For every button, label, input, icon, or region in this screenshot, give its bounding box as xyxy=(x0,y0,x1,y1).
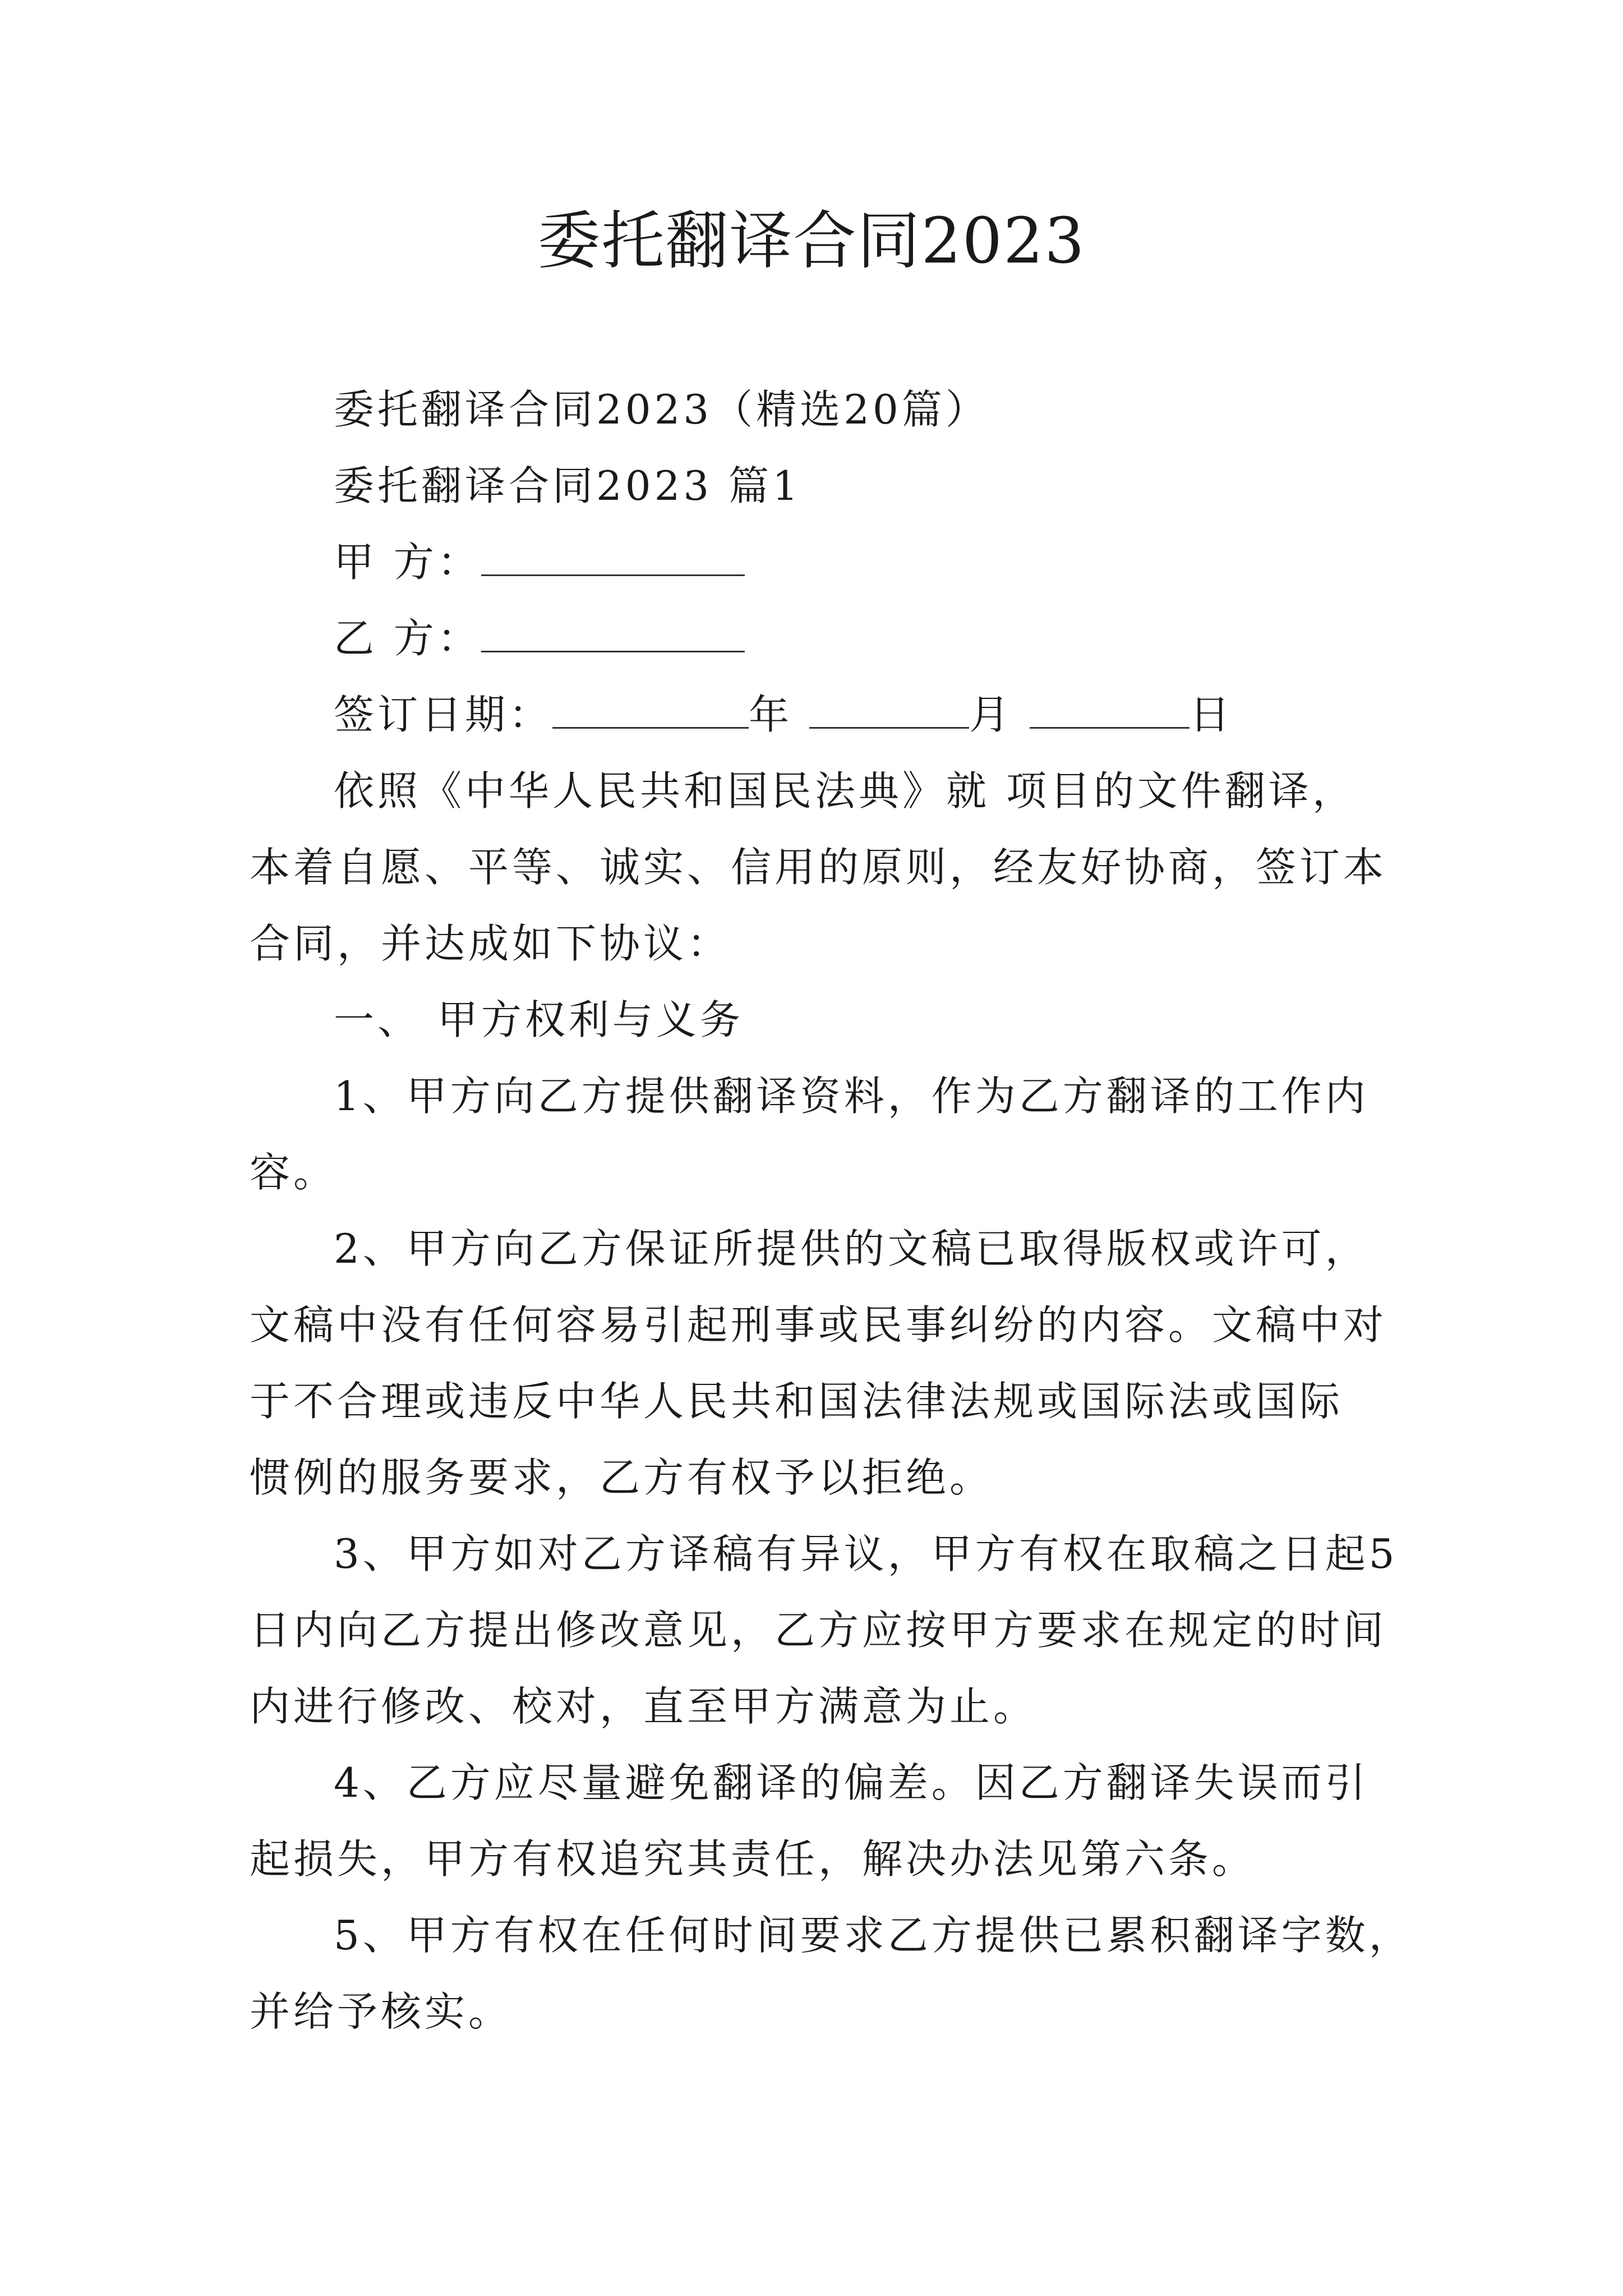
clause-2 xyxy=(250,1211,1391,1516)
document-body xyxy=(250,371,1413,2050)
clause-4 xyxy=(250,1745,1391,1897)
paragraph-line: 于不合理或违反中华人民共和国法律法规或国际法或国际 xyxy=(250,1378,1344,1425)
sign-date-line xyxy=(250,677,1391,753)
article-one-heading: 一、 甲方权利与义务 xyxy=(334,996,744,1043)
day-blank xyxy=(1030,677,1189,729)
document-title: 委托翻译合同2023 xyxy=(537,205,1086,278)
month-blank xyxy=(809,677,969,729)
month-label: 月 xyxy=(969,691,1013,738)
paragraph-line: 依照《中华人民共和国民法典》就 项目的文件翻译， xyxy=(334,767,1356,815)
section-heading: 委托翻译合同2023 篇1 xyxy=(334,462,801,509)
year-label: 年 xyxy=(749,691,793,738)
paragraph-line: 1、甲方向乙方提供翻译资料，作为乙方翻译的工作内 xyxy=(334,1073,1369,1120)
paragraph-line: 并给予核实。 xyxy=(250,1988,513,2035)
paragraph-line: 5、甲方有权在任何时间要求乙方提供已累积翻译字数， xyxy=(334,1912,1413,1959)
year-blank xyxy=(552,677,749,729)
paragraph-line: 3、甲方如对乙方译稿有异议，甲方有权在取稿之日起5 xyxy=(334,1530,1398,1577)
sign-date-label: 签订日期： xyxy=(334,691,553,738)
party-b-blank xyxy=(481,600,745,652)
clause-1 xyxy=(250,1058,1391,1211)
party-a-line xyxy=(250,524,1391,600)
party-a-label: 甲 方： xyxy=(334,539,481,586)
document-subtitle: 委托翻译合同2023（精选20篇） xyxy=(334,386,989,433)
party-b-line xyxy=(250,600,1391,677)
paragraph-line: 起损失，甲方有权追究其责任，解决办法见第六条。 xyxy=(250,1835,1256,1883)
day-label: 日 xyxy=(1189,691,1234,738)
paragraph-line: 文稿中没有任何容易引起刑事或民事纠纷的内容。文稿中对 xyxy=(250,1301,1387,1349)
party-b-label: 乙 方： xyxy=(334,615,481,662)
paragraph-line: 惯例的服务要求，乙方有权予以拒绝。 xyxy=(250,1454,994,1501)
intro-paragraph xyxy=(250,753,1391,982)
party-a-blank xyxy=(481,524,745,576)
paragraph-line: 合同，并达成如下协议： xyxy=(250,920,731,967)
paragraph-line: 容。 xyxy=(250,1149,338,1196)
paragraph-line: 日内向乙方提出修改意见，乙方应按甲方要求在规定的时间 xyxy=(250,1607,1387,1654)
clause-3 xyxy=(250,1516,1398,1745)
paragraph-line: 2、甲方向乙方保证所提供的文稿已取得版权或许可， xyxy=(334,1225,1369,1272)
paragraph-line: 4、乙方应尽量避免翻译的偏差。因乙方翻译失误而引 xyxy=(334,1759,1369,1806)
paragraph-line: 本着自愿、平等、诚实、信用的原则，经友好协商，签订本 xyxy=(250,844,1387,891)
paragraph-line: 内进行修改、校对，直至甲方满意为止。 xyxy=(250,1683,1038,1730)
clause-5 xyxy=(250,1897,1413,2050)
